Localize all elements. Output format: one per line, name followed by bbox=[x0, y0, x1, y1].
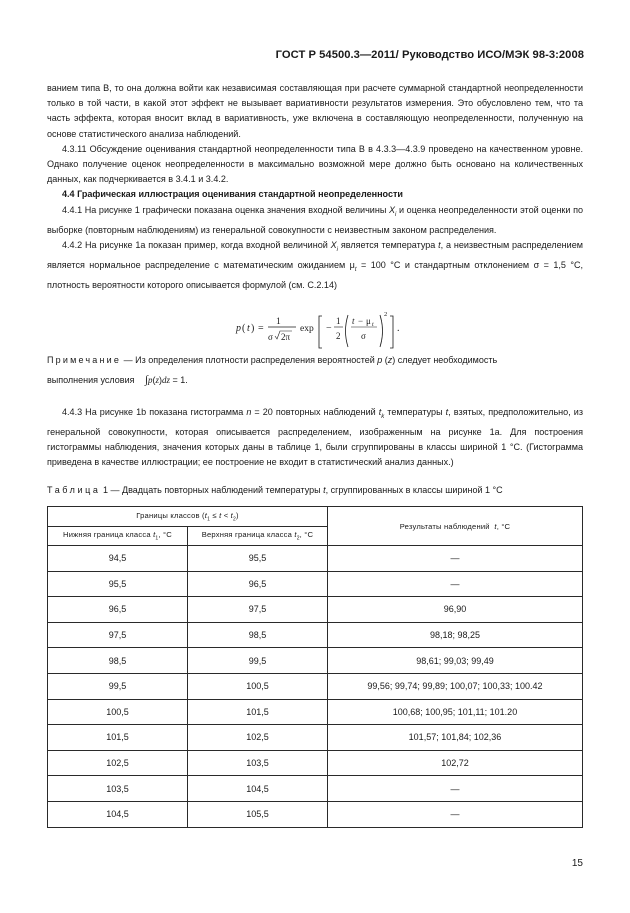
table-row bbox=[48, 597, 583, 623]
svg-text:t: t bbox=[247, 323, 250, 334]
table-body bbox=[48, 546, 583, 828]
cell-results: 102,72 bbox=[327, 750, 582, 776]
cell-results: — bbox=[327, 571, 582, 597]
svg-text:μ: μ bbox=[366, 316, 371, 326]
svg-text:p: p bbox=[236, 323, 241, 334]
svg-text:−: − bbox=[358, 316, 364, 326]
cell-lower: 97,5 bbox=[48, 622, 188, 648]
cell-upper: 95,5 bbox=[187, 546, 327, 572]
cell-upper: 102,5 bbox=[187, 725, 327, 751]
cell-results: — bbox=[327, 801, 582, 827]
cell-upper: 100,5 bbox=[187, 673, 327, 699]
table-caption: Таблица 1 — Двадцать повторных наблюдений температуры t, сгруппированных в классы шириной 1 °С bbox=[47, 485, 503, 495]
cell-upper: 98,5 bbox=[187, 622, 327, 648]
observations-table bbox=[47, 506, 583, 828]
svg-text:t: t bbox=[372, 322, 374, 328]
svg-text:−: − bbox=[326, 323, 332, 334]
cell-lower: 101,5 bbox=[48, 725, 188, 751]
body-text-bottom bbox=[47, 405, 583, 471]
cell-results: 96,90 bbox=[327, 597, 582, 623]
header-upper-bound: Верхняя граница класса $t_2$, °С bbox=[187, 527, 327, 546]
cell-upper: 97,5 bbox=[187, 597, 327, 623]
cell-upper: 99,5 bbox=[187, 648, 327, 674]
probability-density-formula bbox=[0, 300, 630, 352]
cell-upper: 96,5 bbox=[187, 571, 327, 597]
cell-results: — bbox=[327, 546, 582, 572]
section-heading-4-4: 4.4 Графическая иллюстрация оценивания стандартной неопределенности bbox=[62, 189, 403, 200]
svg-text:σ: σ bbox=[361, 331, 366, 341]
svg-text:1: 1 bbox=[336, 316, 341, 326]
cell-lower: 103,5 bbox=[48, 776, 188, 802]
page-header: ГОСТ Р 54500.3—2011/ Руководство ИСО/МЭК 98-3:2008 bbox=[275, 49, 584, 61]
cell-upper: 101,5 bbox=[187, 699, 327, 725]
table-row bbox=[48, 648, 583, 674]
paragraph-4-3-11: 4.3.11 Обсуждение оценивания стандартной неопределенности типа В в 4.3.3—4.3.9 проведено на качественном уровне. Однако получение оценок неопределенности в максимально возможной мере должно быть основано на количественных данных, как подчеркивается в 3.4.1 и 3.4.2. bbox=[47, 143, 583, 185]
cell-results: 98,61; 99,03; 99,49 bbox=[327, 648, 582, 674]
svg-text:exp: exp bbox=[300, 324, 314, 334]
cell-results: 99,56; 99,74; 99,89; 100,07; 100,33; 100.42 bbox=[327, 673, 582, 699]
cell-results: 98,18; 98,25 bbox=[327, 622, 582, 648]
table-row bbox=[48, 725, 583, 751]
cell-upper: 105,5 bbox=[187, 801, 327, 827]
cell-lower: 99,5 bbox=[48, 673, 188, 699]
table-row bbox=[48, 571, 583, 597]
cell-results: — bbox=[327, 776, 582, 802]
table-row bbox=[48, 750, 583, 776]
body-text-top bbox=[47, 81, 583, 293]
table-row bbox=[48, 546, 583, 572]
svg-text:2: 2 bbox=[336, 331, 341, 341]
svg-text:): ) bbox=[251, 323, 255, 334]
cell-lower: 100,5 bbox=[48, 699, 188, 725]
paragraph-4-4-2: 4.4.2 На рисунке 1а показан пример, когда входной величиной $X_i$ является температура t, а неизвестным распределением является нормальное распределение с математическим ожиданием $\mu_t = 100$ °C и стандартным отклонением σ = 1,5 °C, плотность вероятности которого описывается формулой (см. С.2.14) bbox=[47, 239, 583, 290]
cell-upper: 103,5 bbox=[187, 750, 327, 776]
svg-text:2π: 2π bbox=[281, 332, 291, 342]
svg-text:.: . bbox=[397, 323, 400, 334]
paragraph-continuation: ванием типа В, то она должна войти как независимая составляющая при расчете суммарной стандартной неопределенности только в той части, в какой этот эффект не вызывает вариативности результатов измерения. Это обусловлено тем, что та часть эффекта, которая вносит вклад в вариативность, уже включена в составляющую неопределенности, полученную на основе статистического анализа наблюдений. bbox=[47, 83, 583, 139]
header-results: Результаты наблюдений t, °С bbox=[327, 507, 582, 546]
page-number: 15 bbox=[571, 858, 583, 869]
table-row bbox=[48, 622, 583, 648]
header-lower-bound: Нижняя граница класса $t_1$, °С bbox=[48, 527, 188, 546]
paragraph-4-4-1: 4.4.1 На рисунке 1 графически показана оценка значения входной величины $X_i$ и оценка неопределенности этой оценки по выборке (повторным наблюдениям) из генеральной совокупности с неизвестным законом распределения. bbox=[47, 204, 583, 235]
svg-text:σ: σ bbox=[268, 332, 273, 342]
table-row bbox=[48, 801, 583, 827]
svg-text:2: 2 bbox=[384, 311, 388, 318]
cell-lower: 98,5 bbox=[48, 648, 188, 674]
note-condition: выполнения условия ∫p(z)dz = 1. bbox=[47, 374, 188, 386]
cell-results: 101,57; 101,84; 102,36 bbox=[327, 725, 582, 751]
svg-text:1: 1 bbox=[276, 317, 281, 327]
table-row bbox=[48, 673, 583, 699]
header-class-bounds: Границы классов $(t_1 \le t < t_2)$ bbox=[48, 507, 328, 527]
cell-lower: 95,5 bbox=[48, 571, 188, 597]
note-text: Примечание — Из определения плотности распределения вероятностей p (z) следует необходимость bbox=[47, 355, 498, 365]
cell-lower: 96,5 bbox=[48, 597, 188, 623]
cell-upper: 104,5 bbox=[187, 776, 327, 802]
paragraph-4-4-3: 4.4.3 На рисунке 1b показана гистограмма n = 20 повторных наблюдений $t_k$ температуры t, взятых, предположительно, из генеральной совокупности, которая описывается распределением, изображенным на рисунке 1а. Для построения гистограммы наблюдения, значения которых даны в таблице 1, были сгруппированы в классы шириной 1 °С. (Гистограмма приведена в качестве иллюстрации; ее построение не входит в статистический анализ данных.) bbox=[47, 407, 583, 468]
table-row bbox=[48, 699, 583, 725]
cell-lower: 94,5 bbox=[48, 546, 188, 572]
cell-lower: 102,5 bbox=[48, 750, 188, 776]
cell-results: 100,68; 100,95; 101,11; 101.20 bbox=[327, 699, 582, 725]
table-row bbox=[48, 776, 583, 802]
svg-text:t: t bbox=[352, 316, 355, 326]
cell-lower: 104,5 bbox=[48, 801, 188, 827]
svg-text:(: ( bbox=[242, 323, 246, 334]
svg-text:=: = bbox=[258, 323, 264, 334]
integral-sign: ∫ bbox=[144, 374, 148, 386]
